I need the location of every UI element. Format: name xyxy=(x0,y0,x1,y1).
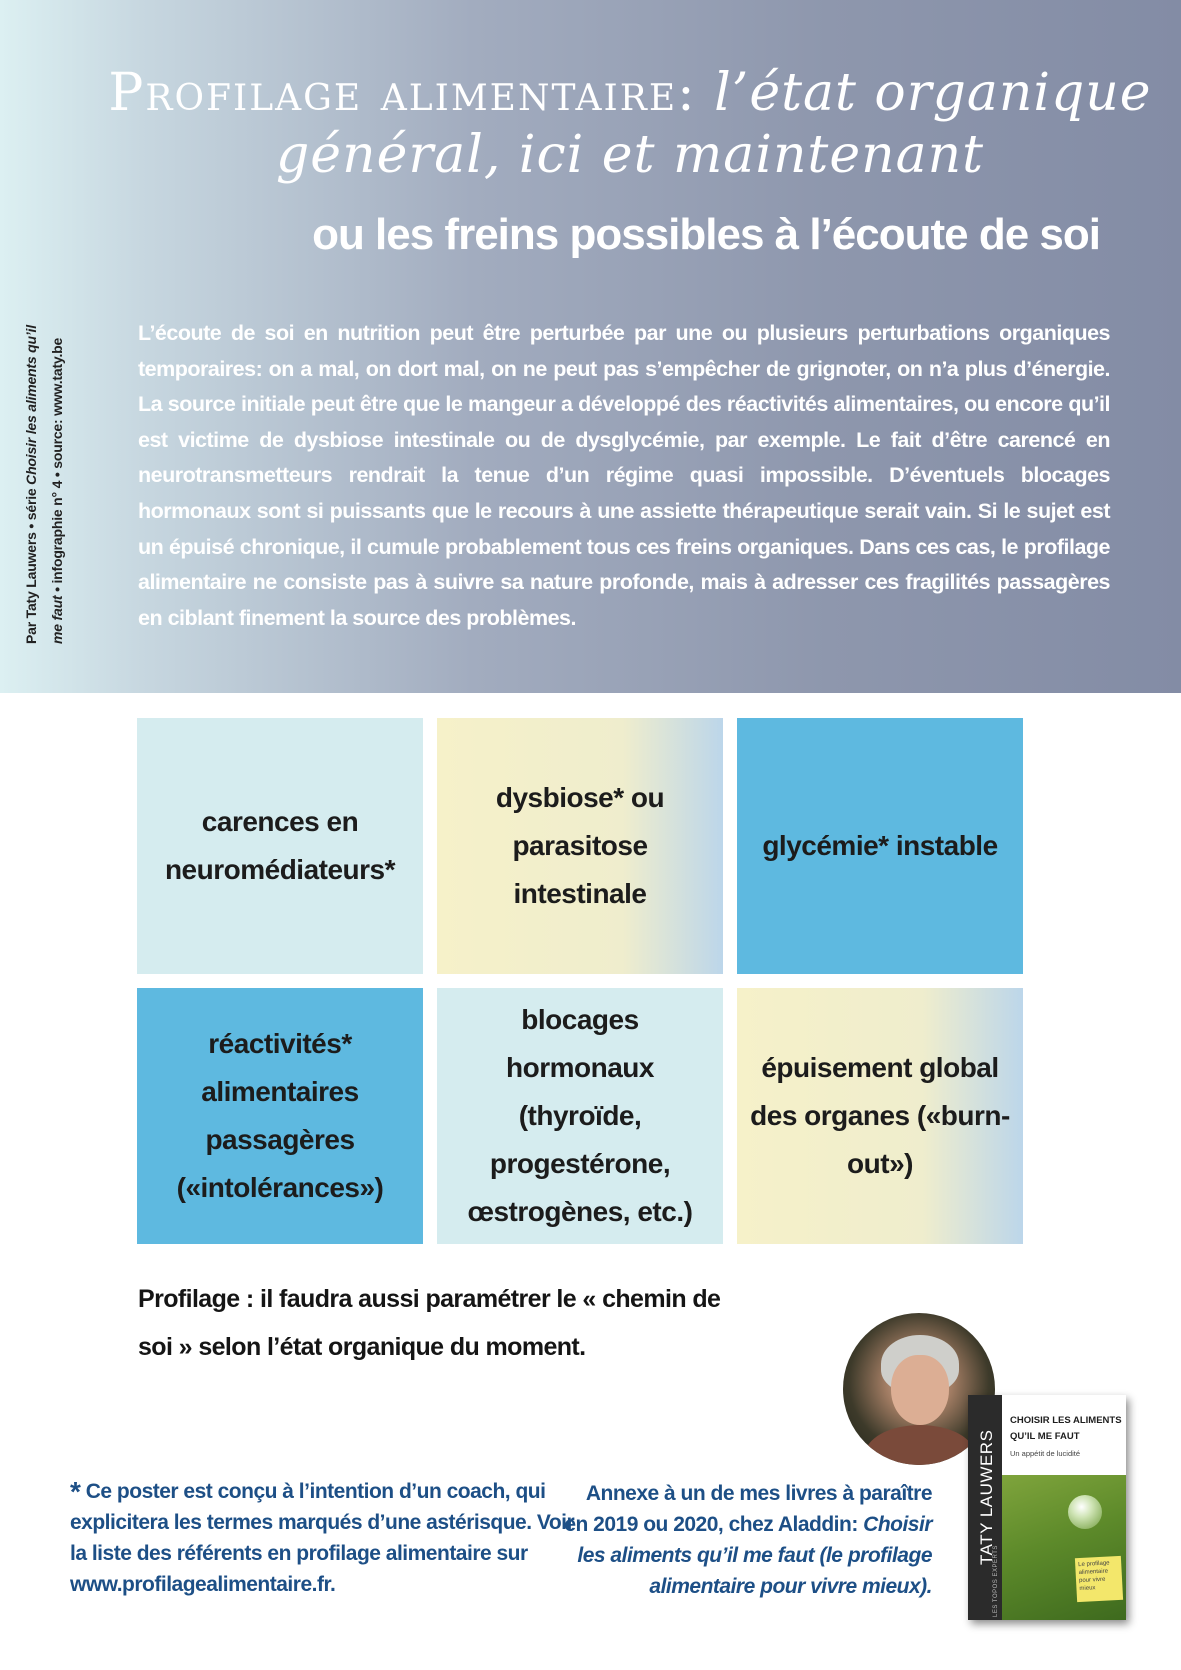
sticky-note: Le profilage alimentaire pour vivre mieux xyxy=(1075,1556,1123,1602)
water-drop-icon xyxy=(1068,1495,1102,1529)
book-spine-collection: LES TOPOS EXPERTS xyxy=(993,1545,999,1617)
credit-line2-a: me faut xyxy=(49,595,65,644)
tile-blocages xyxy=(437,988,723,1244)
book-cover xyxy=(968,1395,1126,1620)
tile-glycemie xyxy=(737,718,1023,974)
header-banner xyxy=(0,0,1181,693)
tile-text: réactivités* alimentaires passagères («intolérances») xyxy=(176,1028,384,1203)
annexe-text-b: Choisir les aliments qu’il me faut (le profilage alimentaire pour vivre mieux). xyxy=(577,1513,932,1598)
tile-epuisement xyxy=(737,988,1023,1244)
tile-carences xyxy=(137,718,423,974)
tile-text: carences en neuromédiateurs* xyxy=(164,806,396,885)
book-spine-author: TATY LAUWERS xyxy=(977,1429,996,1565)
page-title xyxy=(100,62,1160,186)
avatar-body xyxy=(865,1425,975,1465)
tile-text: glycémie* instable xyxy=(762,830,998,861)
tile-text: dysbiose* ou parasitose intestinale xyxy=(495,782,665,909)
tile-text: blocages hormonaux (thyroïde, progestérone, œstrogènes, etc.) xyxy=(467,1004,693,1227)
book-title: CHOISIR LES ALIMENTS QU’IL ME FAUT xyxy=(1010,1415,1122,1442)
footnote-text: Ce poster est conçu à l’intention d’un coach, qui explicitera les termes marqués d’une astérisque. Voir la liste des référents en profilage alimentaire sur www.profilagealimentaire.fr. xyxy=(70,1480,575,1596)
intro-paragraph: L’écoute de soi en nutrition peut être perturbée par une ou plusieurs perturbations organiques temporaires: on a mal, on dort mal, on ne peut pas s’empêcher de grignoter, on n’a plus d’énergie. La source initiale peut être que le mangeur a développé des réactivités alimentaires, ou encore qu’il est victime de dysbiose intestinale ou de dysglycémie, par exemple. Le fait d’être carencé en neurotransmetteurs rendrait la tenue d’un régime quasi impossible. D’éventuels blocages hormonaux sont si puissants que le recours à une assiette thérapeutique serait vain. Si le sujet est un épuisé chronique, il cumule probablement tous ces freins organiques. Dans ces cas, le profilage alimentaire ne consiste pas à suivre sa nature profonde, mais à adresser ces fragilités passagères en ciblant finement la source des problèmes. xyxy=(138,321,1110,630)
title-caps: Profilage alimentaire: xyxy=(108,63,697,123)
side-credit xyxy=(18,314,70,644)
profilage-note: Profilage : il faudra aussi paramétrer le « chemin de soi » selon l’état organique du moment. xyxy=(138,1285,721,1361)
annexe-text-a: Annexe à un de mes livres à paraître en 2019 ou 2020, chez Aladdin: xyxy=(564,1482,932,1536)
annexe-note xyxy=(560,1478,932,1602)
title-line2: général, ici et maintenant xyxy=(276,125,984,185)
book-subtitle: Un appétit de lucidité xyxy=(1010,1449,1081,1458)
credit-line1-a: Par Taty Lauwers • série xyxy=(23,484,39,644)
tile-reactivites xyxy=(137,988,423,1244)
page-subtitle: ou les freins possibles à l’écoute de soi xyxy=(312,210,1100,259)
avatar-face xyxy=(891,1355,949,1425)
asterisk-mark: * xyxy=(70,1476,81,1507)
book-cover-image xyxy=(1002,1475,1126,1620)
footnote xyxy=(70,1476,590,1600)
tile-text: épuisement global des organes («burn-out») xyxy=(750,1052,1010,1179)
title-line1-rest: l’état organique xyxy=(714,63,1152,123)
tile-dysbiose xyxy=(437,718,723,974)
credit-line1-b: Choisir les aliments qu’il xyxy=(23,325,39,485)
credit-line2-b: • infographie n° 4 • source: www.taty.be xyxy=(49,337,65,596)
